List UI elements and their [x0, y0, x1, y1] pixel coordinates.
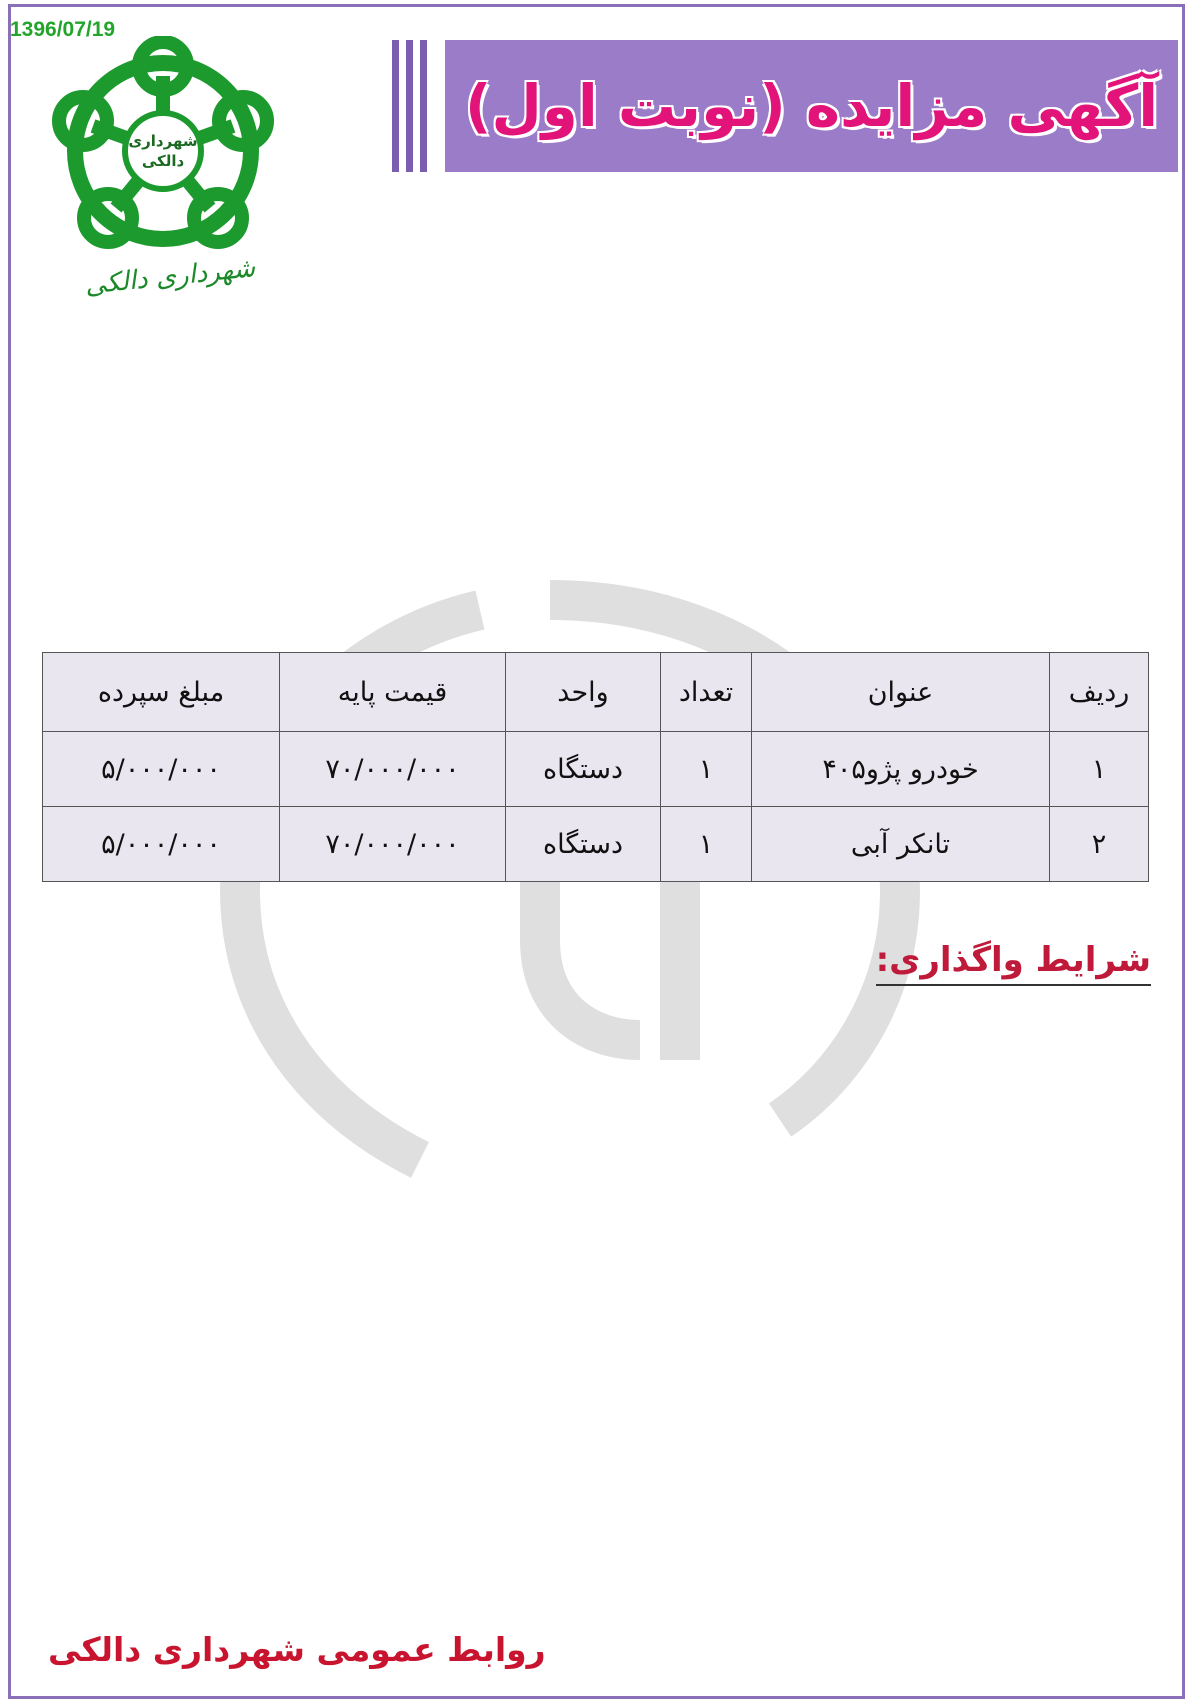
cell-deposit: ۵/۰۰۰/۰۰۰: [43, 807, 280, 882]
col-header-title: عنوان: [752, 653, 1050, 732]
logo-text-1: شهرداری: [128, 132, 198, 150]
col-header-row-no: ردیف: [1050, 653, 1149, 732]
col-header-deposit: مبلغ سپرده: [43, 653, 280, 732]
col-header-unit: واحد: [506, 653, 661, 732]
date-stamp: 1396/07/19: [10, 18, 116, 41]
cell-title: خودرو پژو۴۰۵: [752, 732, 1050, 807]
cell-unit: دستگاه: [506, 732, 661, 807]
logo-caption: شهرداری دالکی: [83, 253, 257, 301]
footer-public-relations: روابط عمومی شهرداری دالکی: [48, 1630, 546, 1669]
cell-deposit: ۵/۰۰۰/۰۰۰: [43, 732, 280, 807]
cell-base-price: ۷۰/۰۰۰/۰۰۰: [280, 807, 506, 882]
page-title: آگهی مزایده (نوبت اول): [464, 72, 1159, 140]
table-row: [43, 807, 1149, 882]
cell-row-no: ۱: [1050, 732, 1149, 807]
title-banner: [445, 40, 1178, 172]
cell-row-no: ۲: [1050, 807, 1149, 882]
conditions-title: شرایط واگذاری:: [876, 940, 1151, 986]
col-header-count: تعداد: [661, 653, 752, 732]
table-row: [43, 732, 1149, 807]
cell-base-price: ۷۰/۰۰۰/۰۰۰: [280, 732, 506, 807]
cell-count: ۱: [661, 807, 752, 882]
auction-items-table: [42, 652, 1149, 882]
table-header-row: [43, 653, 1149, 732]
col-header-base-price: قیمت پایه: [280, 653, 506, 732]
cell-unit: دستگاه: [506, 807, 661, 882]
cell-count: ۱: [661, 732, 752, 807]
cell-title: تانکر آبی: [752, 807, 1050, 882]
logo-text-2: دالکی: [141, 152, 185, 170]
